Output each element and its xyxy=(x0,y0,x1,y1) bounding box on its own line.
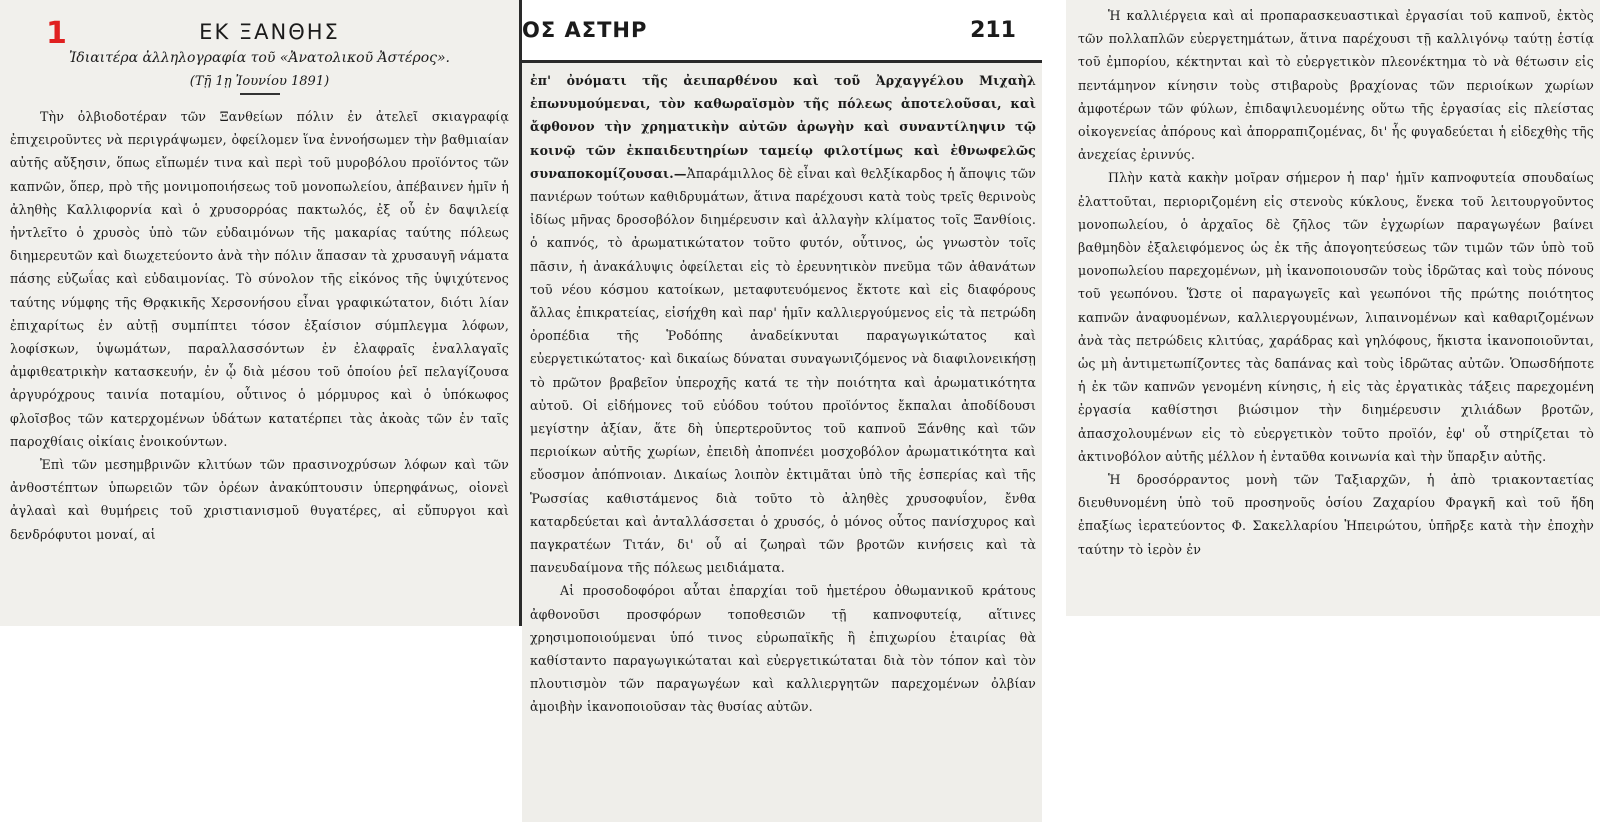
column1-paragraph-2: Ἐπὶ τῶν μεσημβρινῶν κλιτύων τῶν πρασινοχρύσων λόφων καὶ τῶν ἀνθοστέπτων ὑπωρειῶν τῶν ὀρέων ἀνακύπτουσιν ὑπερηφάνως, οἱονεὶ ἀγλααὶ καὶ θυμήρεις τοῦ χριστιανισμοῦ θυγατέρες, αἱ εὔπυργοι καὶ δενδρόφυτοι μοναί, αἱ xyxy=(10,457,509,542)
column3-paragraph-3: Ἡ δροσόρραντος μονὴ τῶν Ταξιαρχῶν, ἡ ἀπὸ τριακονταετίας διευθυνομένη ὑπὸ τοῦ προσηνοῦς ὁσίου Ζαχαρίου Φραγκῆ καὶ τοῦ ἤδη ἐπαξίως ἱερατεύοντος Φ. Σακελλαρίου Ἠπειρώτου, ὑπῆρξε κατὰ τὴν ἐποχὴν ταύτην τὸ ἱερὸν ἐν xyxy=(1078,472,1594,557)
column-gap xyxy=(1042,0,1066,822)
column2-paragraph-1-bold: ἐπ' ὀνόματι τῆς ἀειπαρθένου καὶ τοῦ Ἀρχαγγέλου Μιχαὴλ ἐπωνυμούμεναι, τὸν καθωραϊσμὸν τῆς πόλεως ἀποτελοῦσαι, καὶ ἄφθονον τὴν χρηματικὴν αὐτῶν ἀρωγὴν καὶ συναντίληψιν τῷ κοινῷ τῶν ἐκπαιδευτηρίων ταμείῳ φιλοτίμως καὶ ἐθνωφελῶς συναποκομίζουσαι.— xyxy=(530,73,1036,181)
newspaper-clipping-right xyxy=(1066,0,1600,616)
page-number: 211 xyxy=(970,17,1016,43)
column1-paragraph-1: Τὴν ὀλβιοδοτέραν τῶν Ξανθείων πόλιν ἐν ἀτελεῖ σκιαγραφίᾳ ἐπιχειροῦντες νὰ περιγράψωμεν, ὀφείλομεν ἵνα ἐννοήσωμεν τὴν βαθμιαίαν αὐτῆς αὔξησιν, ὅπως εἴπωμέν τινα καὶ περὶ τοῦ μυροβόλου προϊόντος τῶν καπνῶν, ὅπερ, πρὸ τῆς μονιμοποιήσεως τοῦ μονοπωλείου, ἀπέβαινεν ἡμῖν ἡ ἀληθὴς Καλλιφορνία καὶ ὁ χρυσορρόας πακτωλός, ἐξ οὗ ἐν δαψιλείᾳ ἠντλεῖτο ὁ χρυσὸς ὑπὸ τῶν εὐδαιμόνων τῆς μακαρίας ταύτης πόλεως διημερευτῶν καὶ διωχετεύοντο ἀνὰ τὴν πόλιν ἅπασαν τὰ χρυσαυγῆ νάματα πάσης εὐζωΐας καὶ εὐδαιμονίας. Τὸ σύνολον τῆς εἰκόνος τῆς ὑψιχύτενος ταύτης νύμφης τῆς Θρᾳκικῆς Χερσονήσου εἶναι γραφικώτατον, διότι λίαν ἐπιχαρίτως ἐν αὐτῇ συμπίπτει τόσον ἐξαίσιον σύμπλεγμα λόφων, λοφίσκων, ὑψωμάτων, παραλλασσόντων ἐν ἐλαφραῖς ἐναλλαγαῖς ἀμφιθεατρικὴν κατασκευήν, ἐν ᾧ διὰ μέσου τοῦ ὁποίου ῥεῖ πελαγίζουσα ἀργυρόχρους ταινία ποταμίου, οὗτινος ὁ μόρμυρος καὶ ὁ ὑπόκωφος φλοῖσβος τῶν κατερχομένων ὑδάτων κατατέρπει τὰς ἀκοὰς τῶν ἐν ταῖς παροχθίαις οἰκίαις ἐνοικούντων. xyxy=(10,109,509,449)
column2-paragraph-1-cont: Ἀπαράμιλλος δὲ εἶναι καὶ θελξίκαρδος ἡ ἄποψις τῶν πανιέρων τούτων καθιδρυμάτων, ἅτινα παρέχουσι κατὰ τοὺς τρεῖς θερινοὺς ἰδίως μῆνας δροσοβόλον διημέρευσιν καὶ ἀλλαγὴν κλίματος τοῖς Ξανθίοις. ὁ καπνός, τὸ ἀρωματικώτατον τοῦτο φυτόν, οὗτινος, ὡς γνωστὸν τοῖς πᾶσιν, ἡ ἀνακάλυψις ὀφείλεται εἰς τὸ ἐρευνητικὸν πνεῦμα τῶν ἀθανάτων τοῦ νέου κόσμου κατοίκων, μεταφυτευόμενος ἔκτοτε καὶ εἰς διαφόρους ἄλλας ἐπικρατείας, εἰσήχθη καὶ παρ' ἡμῖν καλλιεργούμενος εἰς τὰ πετρώδη ὀροπέδια τῆς Ῥοδόπης ἀναδείκνυται παραγωγικώτατος καὶ εὐεργετικώτατος· καὶ δικαίως δύναται συναγωνιζόμενος νὰ διαφιλονεικήσῃ τὸ πρῶτον βραβεῖον ὑπεροχῆς κατά τε τὴν ποιότητα καὶ ἀρωματικότητα αὐτοῦ. Οἱ εἰδήμονες τοῦ εὐόδου τούτου προϊόντος ἔκπαλαι ἀποδίδουσι μεγίστην ἀξίαν, ἅτε δὴ ὑπερτεροῦντος τοῦ καπνοῦ Ξάνθης καὶ τῶν περιοίκων αὐτῆς χωρίων, ἐπειδὴ ἀποπνέει μοσχοβόλον ἀρωματικότητα καὶ εὔοσμον ἀπόπνοιαν. Δικαίως λοιπὸν ἐκτιμᾶται ὑπὸ τῆς ἑσπερίας καὶ τῆς Ῥωσσίας καθιστάμενος διὰ τοῦτο τὸ ἀληθὲς χρυσοφυΐον, ἔνθα καταρδεύεται καὶ ἀνταλλάσσεται ὁ χρυσός, ὁ μόνος οὗτος πανίσχυρος καὶ παγκρατέων Τιτάν, δι' οὗ αἱ ζωηραὶ τῶν βροτῶν κινήσεις καὶ τὰ πανευδαίμονα τῆς πόλεως μειδιάματα. xyxy=(530,165,1036,576)
column3-paragraph-2: Πλὴν κατὰ κακὴν μοῖραν σήμερον ἡ παρ' ἡμῖν καπνοφυτεία σπουδαίως ἐλαττοῦται, περιοριζομένη εἰς στενοὺς κύκλους, ἕνεκα τοῦ λειτουργοῦντος μονοπωλείου, ὁ ἀρχαῖος δὲ ζῆλος τῶν ἐγχωρίων παραγωγέων βαίνει βαθμηδὸν ἐξαλειφόμενος ὡς ἐκ τῆς ἀπογοητεύσεως τῶν τιμῶν τῶν ὑπὸ τοῦ μονοπωλείου παρεχομένων, μὴ ἱκανοποιουσῶν τοὺς ἱδρῶτας καὶ τοὺς πόνους τοῦ γεωπόνου. Ὥστε οἱ παραγωγεῖς καὶ γεωπόνοι τῆς πρώτης ποιότητος καπνῶν ἀναφυομένων, καλλιεργουμένων, λιπαινομένων καὶ καθαριζομένων ἀνὰ τὰς πετρώδεις κλιτύας, χαράδρας καὶ γηλόφους, ἥκιστα ἱκανοποιοῦνται, ὡς μὴ ἀντιμετωπίζοντες τὰς δαπάνας καὶ τοὺς ἱδρῶτας αὐτῶν. Ὁπωσδήποτε ἡ ἐκ τῶν καπνῶν γενομένη κίνησις, ἡ εἰς τὰς ἐργατικὰς τάξεις παρεχομένη ἐργασία καθίστησι βιώσιμον τὴν διημέρευσιν χιλιάδων βροτῶν, ἀπασχολουμένων εἰς τὸ εὐεργετικὸν τοῦτο προϊόν, ἐφ' οὗ στηρίζεται τὸ ἀκτινοβόλον αὐτῆς μέλλον ἡ ἐνταῦθα κοινωνία καὶ τὴν ὕπαρξιν αὐτῆς. xyxy=(1078,170,1594,464)
newspaper-clipping-middle xyxy=(522,0,1042,822)
masthead-title: ΟΣ ΑΣΤΗΡ xyxy=(522,18,648,42)
clipping-number: 1 xyxy=(46,16,67,51)
article-dateline: (Τῇ 1ῃ Ἰουνίου 1891) xyxy=(189,74,330,89)
column2-paragraph-2: Αἱ προσοδοφόροι αὗται ἐπαρχίαι τοῦ ἡμετέρου ὀθωμανικοῦ κράτους ἀφθονοῦσι προσφόρων τοποθεσιῶν τῇ καπνοφυτείᾳ, αἵτινες χρησιμοποιούμεναι ὑπό τινος εὐρωπαϊκῆς ἢ ἐπιχωρίου ἑταιρίας θὰ καθίσταντο παραγωγικώταται καὶ εὐεργετικώταται διὰ τὸν τόπον καὶ τὸν πλουτισμὸν τῶν παραγωγέων καὶ καλλιεργητῶν παρεχομένων ὀλβίαν ἀμοιβὴν ἱκανοποιοῦσαν τὰς θυσίας αὐτῶν. xyxy=(530,583,1036,715)
article-subheading: Ἰδιαιτέρα ἀλληλογραφία τοῦ «Ἀνατολικοῦ Ἀστέρος». xyxy=(68,50,450,66)
newspaper-clipping-left xyxy=(0,0,519,626)
page-masthead xyxy=(522,0,1042,63)
article-headline: ΕΚ ΞΑΝΘΗΣ xyxy=(199,20,340,44)
column3-paragraph-1: Ἡ καλλιέργεια καὶ αἱ προπαρασκευαστικαὶ ἐργασίαι τοῦ καπνοῦ, ἐκτὸς τῶν πολλαπλῶν εὐεργετημάτων, ἅτινα παρέχουσι τῇ καλλιγόνῳ ταύτῃ ἑστίᾳ τοῦ ἐμπορίου, κέκτηνται καὶ τὸ εὐεργετικὸν πλεονέκτημα τὸ νὰ θέτωσιν εἰς πεντάμηνον κίνησιν τοὺς στιβαροὺς βραχίονας τῶν περιοίκων χωρίων ἀμφοτέρων τῶν φύλων, ἐπιδαψιλευομένης οὕτω τῆς ἐργασίας εἰς πλείστας οἰκογενείας ἀπόρους καὶ ἀπορραπιζομένας, δι' ἧς φυγαδεύεται ἡ εἰδεχθὴς τῆς ἀνεχείας ἐριννύς. xyxy=(1078,8,1594,163)
short-divider-rule xyxy=(240,93,280,95)
column2-paragraph-1 xyxy=(530,69,1036,579)
